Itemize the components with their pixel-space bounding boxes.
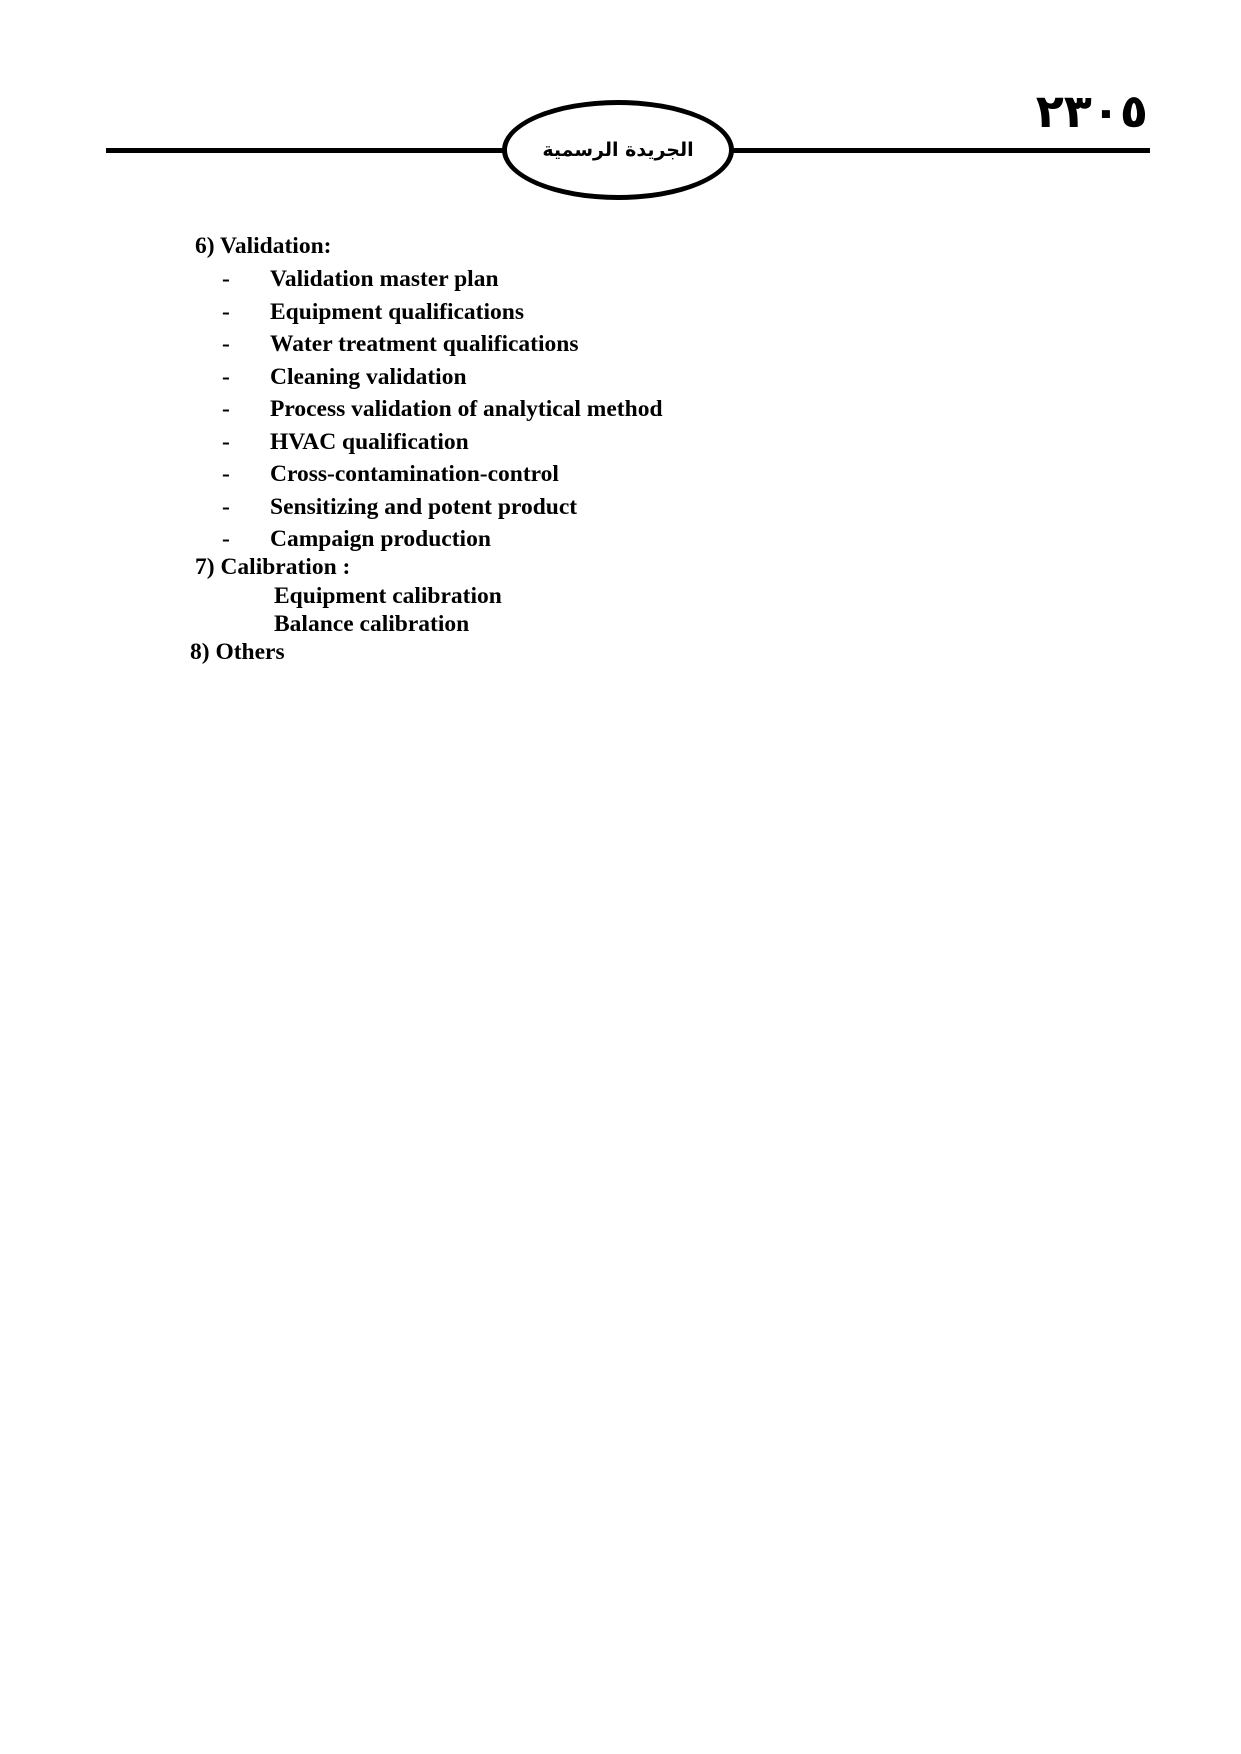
list-item: Process validation of analytical method: [270, 396, 663, 422]
list-bullet: -: [222, 299, 230, 325]
list-item: Cleaning validation: [270, 364, 467, 390]
list-item: Cross-contamination-control: [270, 461, 559, 487]
list-item: HVAC qualification: [270, 429, 469, 455]
list-bullet: -: [222, 396, 230, 422]
list-bullet: -: [222, 364, 230, 390]
list-item: Campaign production: [270, 526, 491, 552]
list-bullet: -: [222, 331, 230, 357]
list-item: Balance calibration: [274, 611, 470, 637]
list-bullet: -: [222, 461, 230, 487]
section-heading-others: 8) Others: [190, 639, 285, 665]
list-item: Sensitizing and potent product: [270, 494, 578, 520]
section-heading-validation: 6) Validation:: [195, 233, 332, 259]
list-item: Equipment qualifications: [270, 299, 524, 325]
list-item: Water treatment qualifications: [270, 331, 579, 357]
list-bullet: -: [222, 526, 230, 552]
header-oval: [502, 100, 734, 200]
list-item: Equipment calibration: [274, 583, 502, 609]
list-bullet: -: [222, 494, 230, 520]
list-bullet: -: [222, 266, 230, 292]
list-item: Validation master plan: [270, 266, 499, 292]
gazette-title: الجريدة الرسمية: [542, 139, 694, 161]
list-bullet: -: [222, 429, 230, 455]
page-number: ٢٣٠٥: [1035, 84, 1148, 138]
section-heading-calibration: 7) Calibration :: [195, 554, 351, 580]
